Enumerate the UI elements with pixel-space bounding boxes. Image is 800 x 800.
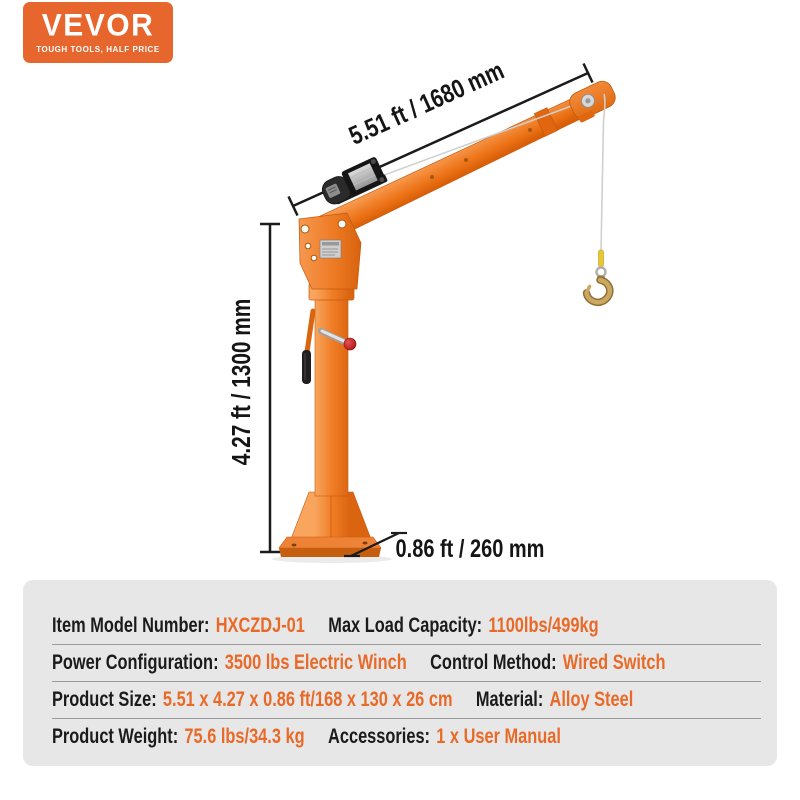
boom-hole xyxy=(430,175,434,179)
spec-label: Control Method: xyxy=(430,651,557,674)
bolt-hole xyxy=(292,544,297,547)
boom-hole xyxy=(464,158,468,162)
spec-value: Alloy Steel xyxy=(549,688,634,711)
base-width-label: 0.86 ft / 260 mm xyxy=(395,534,545,563)
warning-sticker xyxy=(320,240,341,258)
spec-label: Accessories: xyxy=(328,725,431,748)
crank-handle xyxy=(307,311,313,352)
spec-row-model-capacity xyxy=(52,608,761,644)
spec-row-size-material xyxy=(52,681,761,718)
head-hole xyxy=(305,243,311,249)
boom-hole xyxy=(528,128,532,132)
spec-value: 1 x User Manual xyxy=(436,725,561,748)
brand-name: VEVOR xyxy=(41,8,155,43)
head-hole xyxy=(311,255,317,261)
cable-sleeve xyxy=(599,250,604,267)
spec-row-weight-accessories xyxy=(52,718,761,755)
brand-tagline: TOUGH TOOLS, HALF PRICE xyxy=(36,45,160,54)
spec-value: HXCZDJ-01 xyxy=(215,614,305,637)
boom-length-label: 5.51 ft / 1680 mm xyxy=(344,55,509,151)
handle-grip xyxy=(302,350,311,384)
dimension-tick xyxy=(584,64,593,83)
spec-label: Power Configuration: xyxy=(52,651,219,674)
spec-label: Product Size: xyxy=(52,688,157,711)
lifting-hook-icon xyxy=(587,276,610,302)
bolt-hole xyxy=(363,542,368,545)
spec-value: Wired Switch xyxy=(562,651,666,674)
cable-eye-link xyxy=(597,268,606,277)
spec-value: 3500 lbs Electric Winch xyxy=(224,651,407,674)
spec-value: 1100lbs/499kg xyxy=(488,614,599,637)
spec-label: Material: xyxy=(475,688,544,711)
pin-red-knob xyxy=(344,338,356,350)
spec-panel xyxy=(23,580,777,766)
dimension-tick xyxy=(289,197,298,216)
spec-label: Product Weight: xyxy=(52,725,179,748)
mast-height-label: 4.27 ft / 1300 mm xyxy=(226,298,256,466)
spec-value: 5.51 x 4.27 x 0.86 ft/168 x 130 x 26 cm xyxy=(162,688,453,711)
head-hole xyxy=(301,225,309,233)
davit-crane xyxy=(272,78,620,563)
hanging-cable xyxy=(601,94,605,252)
spec-label: Max Load Capacity: xyxy=(328,614,483,637)
spec-row-power-control xyxy=(52,644,761,681)
spec-table xyxy=(52,608,761,755)
dimension-mast-height xyxy=(260,224,280,552)
spec-label: Item Model Number: xyxy=(52,614,210,637)
head-hole xyxy=(338,220,346,228)
spec-value: 75.6 lbs/34.3 kg xyxy=(184,725,305,748)
mast-column xyxy=(315,296,348,496)
